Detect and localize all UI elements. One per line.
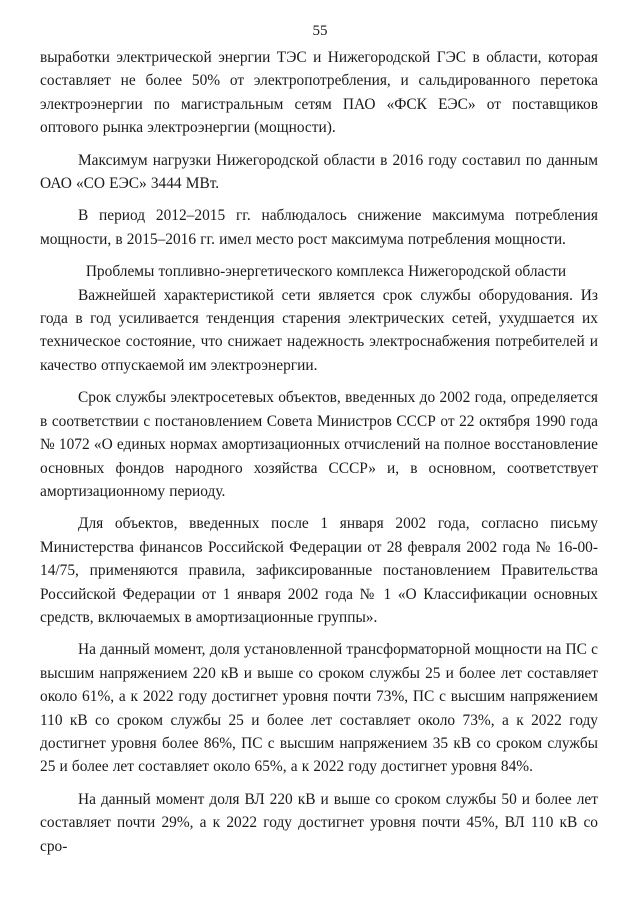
- paragraph-gap: [40, 195, 598, 204]
- paragraph-gap: [40, 503, 598, 512]
- paragraph-service-life-before-2002: Срок службы электросетевых объектов, введенных до 2002 года, определяется в соответствии с постановлением Совета Министров СССР от 22 октября 1990 года № 1072 «О единых нормах амортизационных отчислений на полное восстановление основных фондов народного хозяйства СССР» и, в основном, соответствует амортизационному периоду.: [40, 389, 598, 500]
- paragraph-continuation: выработки электрической энергии ТЭС и Нижегородской ГЭС в области, которая составляет не более 50% от электропотребления, и сальдированного перетока электроэнергии по магистральным сетям ПАО «ФСК ЕЭС» от поставщиков оптового рынка электроэнергии (мощности).: [40, 49, 598, 137]
- paragraph-gap: [40, 629, 598, 638]
- paragraph-equipment-age: Важнейшей характеристикой сети является срок службы оборудования. Из года в год усиливается тенденция старения электрических сетей, ухудшается их техническое состояние, что снижает надежность электроснабжения потребителей и качество отпускаемой им электроэнергии.: [40, 286, 598, 374]
- page-number: 55: [312, 23, 328, 39]
- paragraph-gap: [40, 377, 598, 386]
- paragraph-gap: [40, 140, 598, 149]
- document-body: [40, 46, 598, 858]
- paragraph-substation-share: На данный момент, доля установленной трансформаторной мощности на ПС с высшим напряжением 220 кВ и выше со сроком службы 25 и более лет составляет около 61%, а к 2022 году достигнет уровня почти 73%, ПС с высшим напряжением 110 кВ со сроком службы 25 и более лет составляет около 73%, а к 2022 году достигнет уровня более 86%, ПС с высшим напряжением 35 кВ со сроком службы 25 и более лет составляет около 65%, а к 2022 году достигнет уровня 84%.: [40, 641, 598, 776]
- section-heading: Проблемы топливно-энергетического комплекса Нижегородской области: [85, 263, 567, 281]
- paragraph-gap: [40, 251, 598, 260]
- paragraph-max-load: Максимум нагрузки Нижегородской области в 2016 году составил по данным ОАО «СО ЕЭС» 3444 МВт.: [40, 151, 598, 193]
- paragraph-line-share: На данный момент доля ВЛ 220 кВ и выше со сроком службы 50 и более лет составляет почти 29%, а к 2022 году достигнет уровня почти 45%, ВЛ 110 кВ со сро-: [40, 790, 598, 855]
- paragraph-load-trend: В период 2012–2015 гг. наблюдалось снижение максимума потребления мощности, в 2015–2016 гг. имел место рост максимума потребления мощности.: [40, 207, 598, 248]
- paragraph-gap: [40, 779, 598, 788]
- paragraph-service-life-after-2002: Для объектов, введенных после 1 января 2002 года, согласно письму Министерства финансов Российской Федерации от 28 февраля 2002 года № 16-00-14/75, применяются правила, зафиксированные постановлением Правительства Российской Федерации от 1 января 2002 года № 1 «О Классификации основных средств, включаемых в амортизационные группы».: [40, 515, 598, 626]
